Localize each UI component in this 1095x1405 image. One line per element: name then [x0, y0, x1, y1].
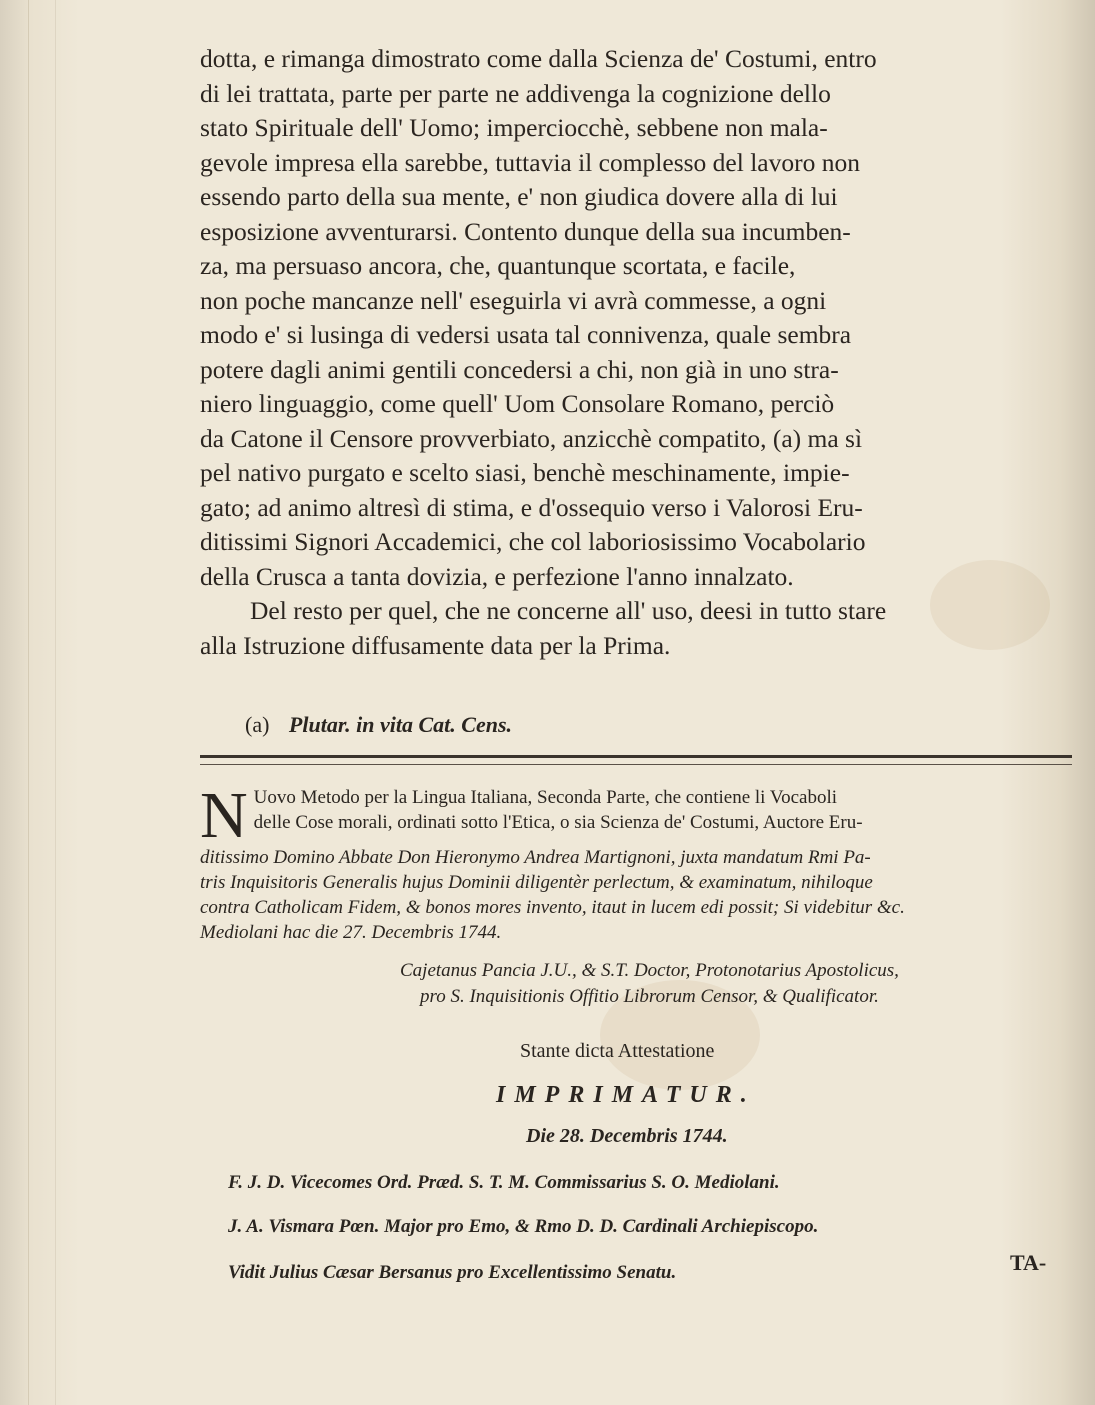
body-text — [200, 42, 1080, 663]
body-line: pel nativo purgato e scelto siasi, benchè meschinamente, impie- — [200, 458, 850, 487]
body-line: non poche mancanze nell' eseguirla vi avrà commesse, a ogni — [200, 285, 827, 315]
body-line: dotta, e rimanga dimostrato come dalla Scienza de' Costumi, entro — [200, 44, 877, 73]
body-line: di lei trattata, parte per parte ne addivenga la cognizione dello — [200, 78, 831, 108]
permit-line: Uovo Metodo per la Lingua Italiana, Seconda Parte, che contiene li Vocaboli — [253, 787, 838, 808]
footnote-mark: (a) — [245, 712, 270, 737]
censor-line: pro S. Inquisitionis Offitio Librorum Censor, & Qualificator. — [420, 986, 879, 1007]
drop-cap: N — [200, 779, 248, 852]
footnote-reference: Plutar. in vita Cat. Cens. — [288, 712, 513, 737]
body-line: della Crusca a tanta dovizia, e perfezione l'anno innalzato. — [200, 561, 794, 591]
body-line: ditissimi Signori Accademici, che col laboriosissimo Vocabolario — [200, 527, 866, 556]
body-line: gevole impresa ella sarebbe, tuttavia il complesso del lavoro non — [200, 147, 860, 177]
permit-line: tris Inquisitoris Generalis hujus Dominii diligentèr perlectum, & examinatum, nihiloque — [200, 872, 873, 893]
body-line: za, ma persuaso ancora, che, quantunque scortata, e facile, — [200, 251, 796, 280]
body-line: gato; ad animo altresì di stima, e d'ossequio verso i Valorosi Eru- — [200, 492, 863, 522]
censor-line: Cajetanus Pancia J.U., & S.T. Doctor, Protonotarius Apostolicus, — [400, 960, 899, 981]
divider-rule — [200, 755, 1072, 758]
imprimatur-date: Die 28. Decembris 1744. — [526, 1125, 728, 1147]
signature-line: F. J. D. Vicecomes Ord. Præd. S. T. M. Commissarius S. O. Mediolani. — [228, 1172, 780, 1193]
permit-line: ditissimo Domino Abbate Don Hieronymo Andrea Martignoni, juxta mandatum Rmi Pa- — [200, 847, 871, 868]
permit-line: Mediolani hac die 27. Decembris 1744. — [200, 922, 502, 943]
permit-line: contra Catholicam Fidem, & bonos mores invento, itaut in lucem edi possit; Si videbitur &c. — [200, 897, 905, 918]
body-line: stato Spirituale dell' Uomo; imperciocchè, sebbene non mala- — [200, 113, 828, 142]
footnote — [245, 712, 512, 738]
body-line: niero linguaggio, come quell' Uom Consolare Romano, perciò — [200, 389, 835, 418]
imprimatur-heading: IMPRIMATUR. — [496, 1082, 756, 1108]
body-line: esposizione avventurarsi. Contento dunque della sua incumben- — [200, 216, 851, 246]
body-line: da Catone il Censore provverbiato, anzicchè compatito, (a) ma sì — [200, 423, 863, 453]
divider-rule-thin — [200, 764, 1072, 765]
body-line: Del resto per quel, che ne concerne all' uso, deesi in tutto stare — [250, 596, 887, 625]
attestation-line: Stante dicta Attestatione — [520, 1040, 715, 1062]
body-line: potere dagli animi gentili concedersi a chi, non già in uno stra- — [200, 354, 839, 384]
signature-line: J. A. Vismara Pœn. Major pro Emo, & Rmo D. D. Cardinali Archiepiscopo. — [228, 1216, 819, 1237]
body-line: essendo parto della sua mente, e' non giudica dovere alla di lui — [200, 182, 838, 211]
catchword: TA- — [1010, 1250, 1047, 1275]
imprimatur-permission — [200, 779, 1080, 945]
censor-signature — [400, 958, 899, 1010]
permit-line: delle Cose morali, ordinati sotto l'Etica, o sia Scienza de' Costumi, Auctore Eru- — [253, 812, 863, 833]
body-line: alla Istruzione diffusamente data per la Prima. — [200, 630, 671, 660]
binding-shadow — [28, 0, 56, 1405]
body-line: modo e' si lusinga di vedersi usata tal connivenza, quale sembra — [200, 320, 852, 349]
signature-line: Vidit Julius Cæsar Bersanus pro Excellentissimo Senatu. — [228, 1262, 677, 1283]
